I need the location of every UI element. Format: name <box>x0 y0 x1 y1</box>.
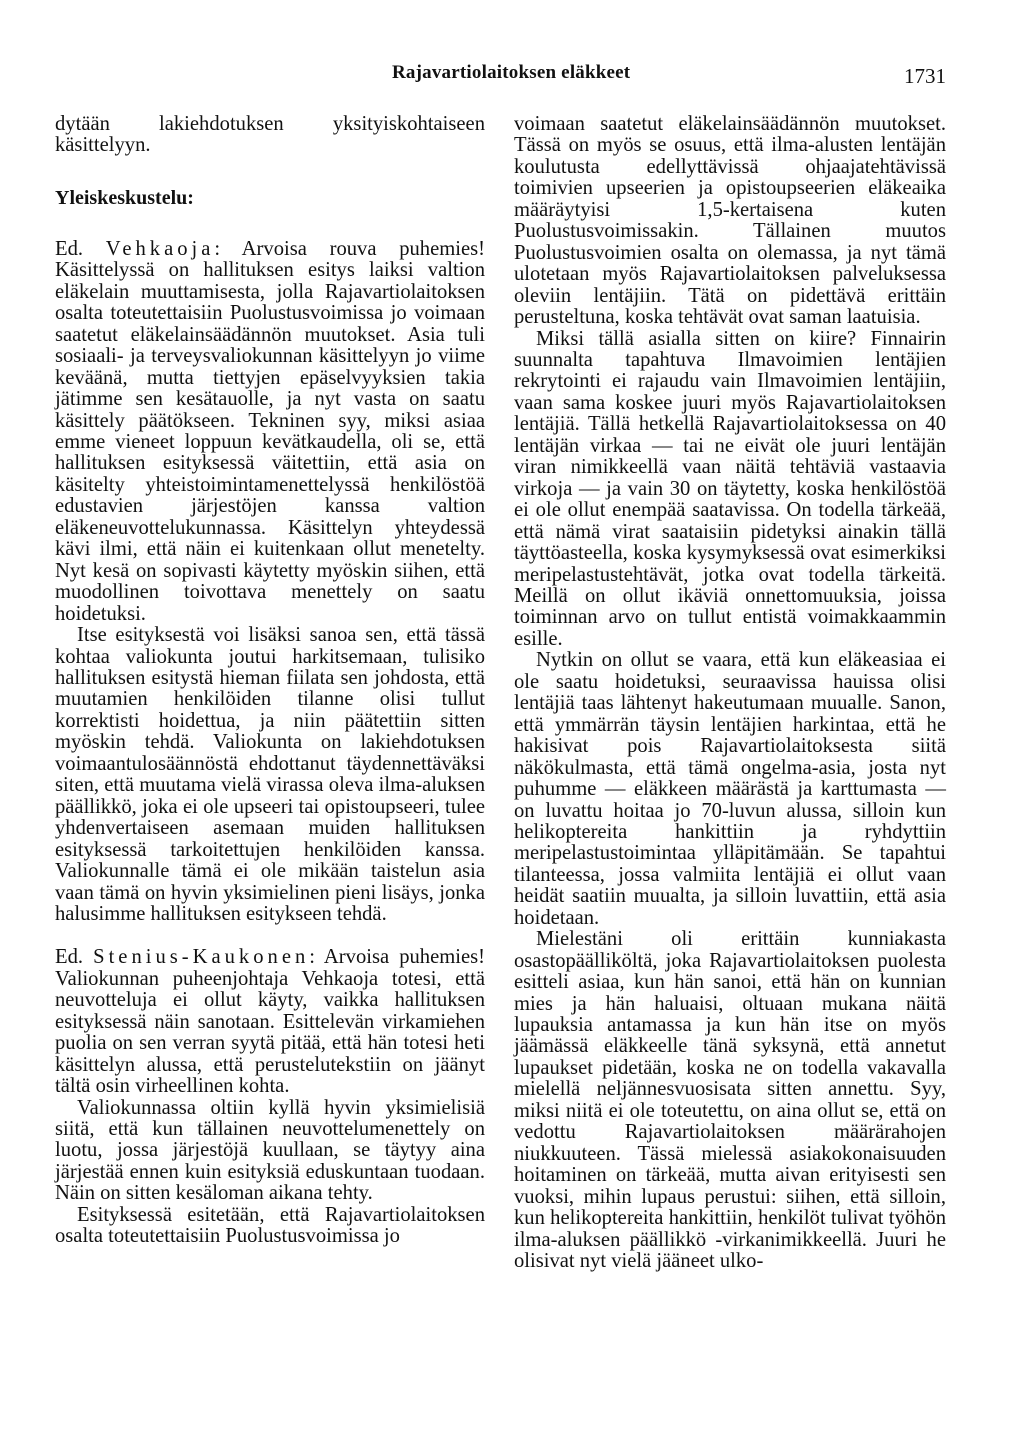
left-column <box>55 114 485 1248</box>
speaker-prefix: Ed. <box>55 946 84 969</box>
paragraph: Itse esityksestä voi lisäksi sanoa sen, että tässä kohtaa valiokunta joutui harkitsemaan, tulisiko hallituksen esitystä hieman fiilata sen johdosta, että muutamien henkilöiden tilanne olisi tullut korrektisti hoidettua, ja niin päätettiin sitten myöskin tehdä. Valiokunta on lakiehdotuksen voimaantulosäännöstä ehdottanut täydennettäväksi siten, että muutama vielä virassa oleva ilma-aluksen päällikkö, joka ei ole upseeri tai opistoupseeri, tulee yhdenvertaiseen asemaan muiden hallituksen esityksessä tarkoitettujen henkilöiden kanssa. Valiokunnalle tämä ei ole mikään taistelun asia vaan tämä on hyvin yksimielinen pieni lisäys, jonka halusimme hallituksen esitykseen tehdä. <box>55 624 485 925</box>
speaker-name: Vehkaoja <box>105 237 215 260</box>
paragraph: Valiokunnassa oltiin kyllä hyvin yksimielisiä siitä, että kun tällainen neuvottelumenettely on luotu, jossa järjestöjä kuullaan, se täytyy aina järjestää ennen kuin esityksiä eduskuntaan tuodaan. Näin on sitten kesäloman aikana tehty. <box>55 1096 485 1205</box>
paragraph: Mielestäni oli erittäin kunniakasta osastopäälliköltä, joka Rajavartiolaitoksen puolesta esitteli asiaa, kun hän sanoi, että hän on kunnian mies ja hän haluaisi, oltuaan mukana näitä lupauksia antamassa ja kun hän itse on myös jäämässä eläkkeelle tänä syksynä, että annetut lupaukset pidetään, koska ne on todella vakavalla mielellä neljännesvuosisata sitten annettu. Syy, miksi niitä ei ole toteutettu, on aina ollut se, että on vedottu Rajavartiolaitoksen määrärahojen niukkuuteen. Tässä mielessä asiakokonaisuuden hoitaminen on tärkeää, mutta aivan erityisesti sen vuoksi, mihin lupaus perustui: siihen, että silloin, kun helikoptereita hankittiin, henkilöt tulivat työhön ilma-aluksen päällikkö -virkanimikkeellä. Juuri he olisivat nyt vielä jääneet ulko- <box>514 928 946 1273</box>
paragraph: Nytkin on ollut se vaara, että kun eläkeasiaa ei ole saatu hoidetuksi, seuraavissa hauissa olisi lentäjiä taas lähtenyt hakeutumaan muualle. Sanon, että ymmärrän täysin lentäjien harkintaa, että he hakisivat pois Rajavartiolaitoksesta siitä näkökulmasta, että tämä ongelma-asia, josta nyt puhumme — eläkkeen määrästä ja karttumasta — on luvattu hoitaa jo 70-luvun alussa, silloin kun helikoptereita hankittiin ja ryhdyttiin meripelastustoimintaa ylläpitämään. Se tapahtui tilanteessa, jossa valmiita lentäjiä ei ollut vaan heidät saatiin muualta, ja silloin luvattiin, että asia hoidetaan. <box>514 649 946 929</box>
speaker-salutation: : Arvoisa rouva puhemies! <box>214 237 485 260</box>
speaker-prefix: Ed. <box>55 237 84 260</box>
speaker-salutation: : Arvoisa puhemies! <box>309 946 485 969</box>
paragraph: voimaan saatetut eläkelainsäädännön muutokset. Tässä on myös se osuus, että ilma-alusten lentäjän koulutusta edellyttävissä ohjaajatehtävissä toimivien upseerien ja opistoupseerien eläkeaika määräytyisi 1,5-kertaisena kuten Puolustusvoimissakin. Tällainen muutos Puolustusvoimien osalta on olemassa, ja nyt tämä ulotetaan myös Rajavartiolaitoksen palveluksessa oleviin lentäjiin. Tätä on pidettävä erittäin perusteltuna, koska tehtävät ovat saman laatuisia. <box>514 113 946 329</box>
speech-stenius-kaukonen <box>55 947 485 1097</box>
right-column <box>514 114 946 1272</box>
paragraph: Esityksessä esitetään, että Rajavartiolaitoksen osalta toteutettaisiin Puolustusvoimissa jo <box>55 1203 485 1248</box>
speech-vehkaoja <box>55 239 485 625</box>
paragraph: Miksi tällä asialla sitten on kiire? Finnairin suunnalta tapahtuva Ilmavoimien lentäjien rekrytointi ei rajaudu vain Ilmavoimien lentäjiin, vaan sama koskee juuri myös Rajavartiolaitoksen lentäjiä. Tällä hetkellä Rajavartiolaitoksessa on 40 lentäjän virkaa — tai ne eivät ole juuri lentäjän viran nimikkeellä vaan näitä tehtäviä vastaavia virkoja — ja vain 30 on täytetty, koska henkilöstöä ei ole ollut enempää saatavissa. On todella tärkeää, että nämä virat saataisiin pidetyksi ainakin tällä täyttöasteella, koska kysymyksessä ovat esimerkiksi meripelastustehtävät, jotka ovat todella tärkeitä. Meillä on ollut ikäviä onnettomuuksia, joissa toiminnan arvo on tullut entistä voimakkaammin esille. <box>514 327 946 650</box>
section-heading: Yleiskeskustelu: <box>55 186 194 209</box>
page-number: 1731 <box>904 64 946 88</box>
speaker-name: Stenius-Kaukonen <box>93 946 310 969</box>
paragraph-text: Valiokunnan puheenjohtaja Vehkaoja totesi, että neuvotteluja ei ollut käyty, vaikka hallituksen esityksessä näin sanotaan. Esittelevän virkamiehen puolia on sen verran syytä pitää, että hän totesi heti käsittelyn alussa, että perustelutekstiin on jäänyt tältä osin virheellinen kohta. <box>55 967 485 1098</box>
paragraph-text: Käsittelyssä on hallituksen esitys laiksi valtion eläkelain muuttamisesta, jolla Rajavartiolaitoksen osalta toteutettaisiin Puolustusvoimissa jo voimaan saatetut eläkelainsäädännön muutokset. Asia tuli sosiaali- ja terveysvaliokunnan käsittelyyn jo viime keväänä, mutta tiettyjen epäselvyyksien takia jätimme sen kesätauolle, ja nyt vasta on saatu käsittely päätökseen. Tekninen syy, miksi asiaa emme vieneet loppuun kevätkaudella, oli se, että hallituksen esityksessä väitettiin, että asia on käsitelty yhteistoimintamenettelyssä henkilöstöä edustavien järjestöjen kanssa valtion eläkeneuvottelukunnassa. Käsittelyn yhteydessä kävi ilmi, että näin ei kuitenkaan ollut menetelty. Nyt kesä on sopivasti käytetty myöskin siihen, että muodollinen toivottava menettely on saatu hoidetuksi. <box>55 259 485 625</box>
paragraph: dytään lakiehdotuksen yksityiskohtaiseen käsittelyyn. <box>55 113 485 157</box>
running-header: Rajavartiolaitoksen eläkkeet <box>392 62 631 83</box>
